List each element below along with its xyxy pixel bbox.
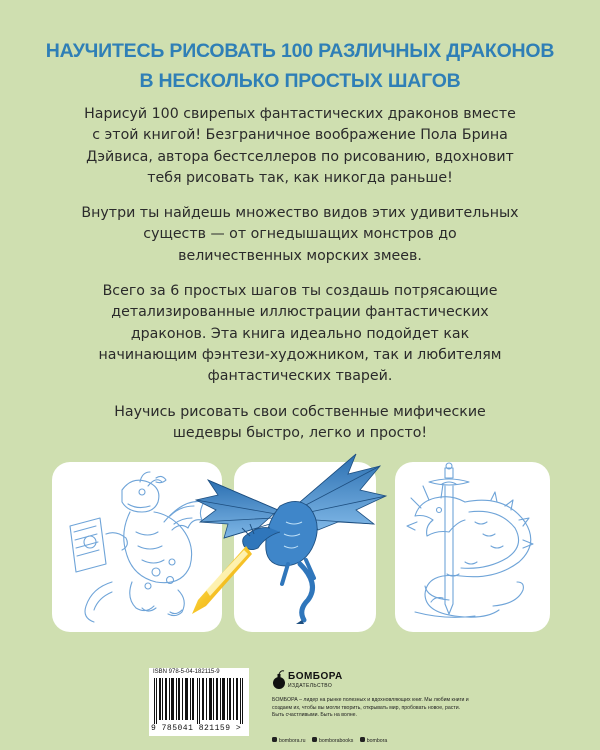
bomb-logo-icon bbox=[272, 669, 286, 691]
paragraph-3: Всего за 6 простых шагов ты создашь потрясающие детализированные иллюстрации фантастических драконов. Эта книга идеально подойдет как начинающим фэнтези-художником, так и любителям фантастических тварей. bbox=[98, 283, 502, 385]
social-links bbox=[272, 737, 482, 744]
barcode-block bbox=[149, 668, 249, 736]
sword-dragon-sketch bbox=[395, 462, 550, 632]
cover-headline bbox=[0, 36, 600, 96]
globe-icon bbox=[272, 737, 277, 742]
paragraph-1: Нарисуй 100 свирепых фантастических драконов вместе с этой книгой! Безграничное воображение Пола Брина Дэйвиса, автора бестселлеров по рисованию, вдохновит тебя рисовать так, как никогда раньше! bbox=[84, 106, 516, 186]
social-vk[interactable]: bomborabooks bbox=[312, 738, 353, 744]
telegram-icon bbox=[360, 737, 365, 742]
paragraph-4: Научись рисовать свои собственные мифические шедевры быстро, легко и просто! bbox=[114, 403, 486, 441]
vk-icon bbox=[312, 737, 317, 742]
paragraph-2: Внутри ты найдешь множество видов этих удивительных существ — от огнедышащих монстров до величественных морских змеев. bbox=[81, 205, 519, 264]
headline-line-1: НАУЧИТЕСЬ РИСОВАТЬ 100 РАЗЛИЧНЫХ ДРАКОНОВ bbox=[45, 40, 555, 62]
barcode-digits: 9 785041 821159 > bbox=[151, 724, 242, 733]
sketch-panel-right bbox=[395, 462, 550, 632]
social-telegram[interactable]: bombora bbox=[360, 738, 387, 744]
publisher-subtitle: ИЗДАТЕЛЬСТВО bbox=[288, 683, 333, 689]
publisher-logo bbox=[272, 669, 362, 695]
headline-line-2: В НЕСКОЛЬКО ПРОСТЫХ ШАГОВ bbox=[139, 70, 461, 92]
publisher-blurb: БОМБОРА – лидер на рынке полезных и вдохновляющих книг. Мы любим книги и создаем их, чтобы вы могли творить, открывать мир, пробовать новое, расти. Быть счастливыми. Быть на волне. bbox=[272, 697, 469, 719]
publisher-name: БОМБОРА bbox=[288, 671, 343, 682]
social-website[interactable]: bombora.ru bbox=[272, 738, 306, 744]
barcode-bars bbox=[152, 678, 246, 724]
isbn-number: ISBN 978-5-04-182115-9 bbox=[153, 669, 220, 675]
blue-dragon-illustration bbox=[188, 440, 388, 625]
description bbox=[80, 104, 520, 458]
